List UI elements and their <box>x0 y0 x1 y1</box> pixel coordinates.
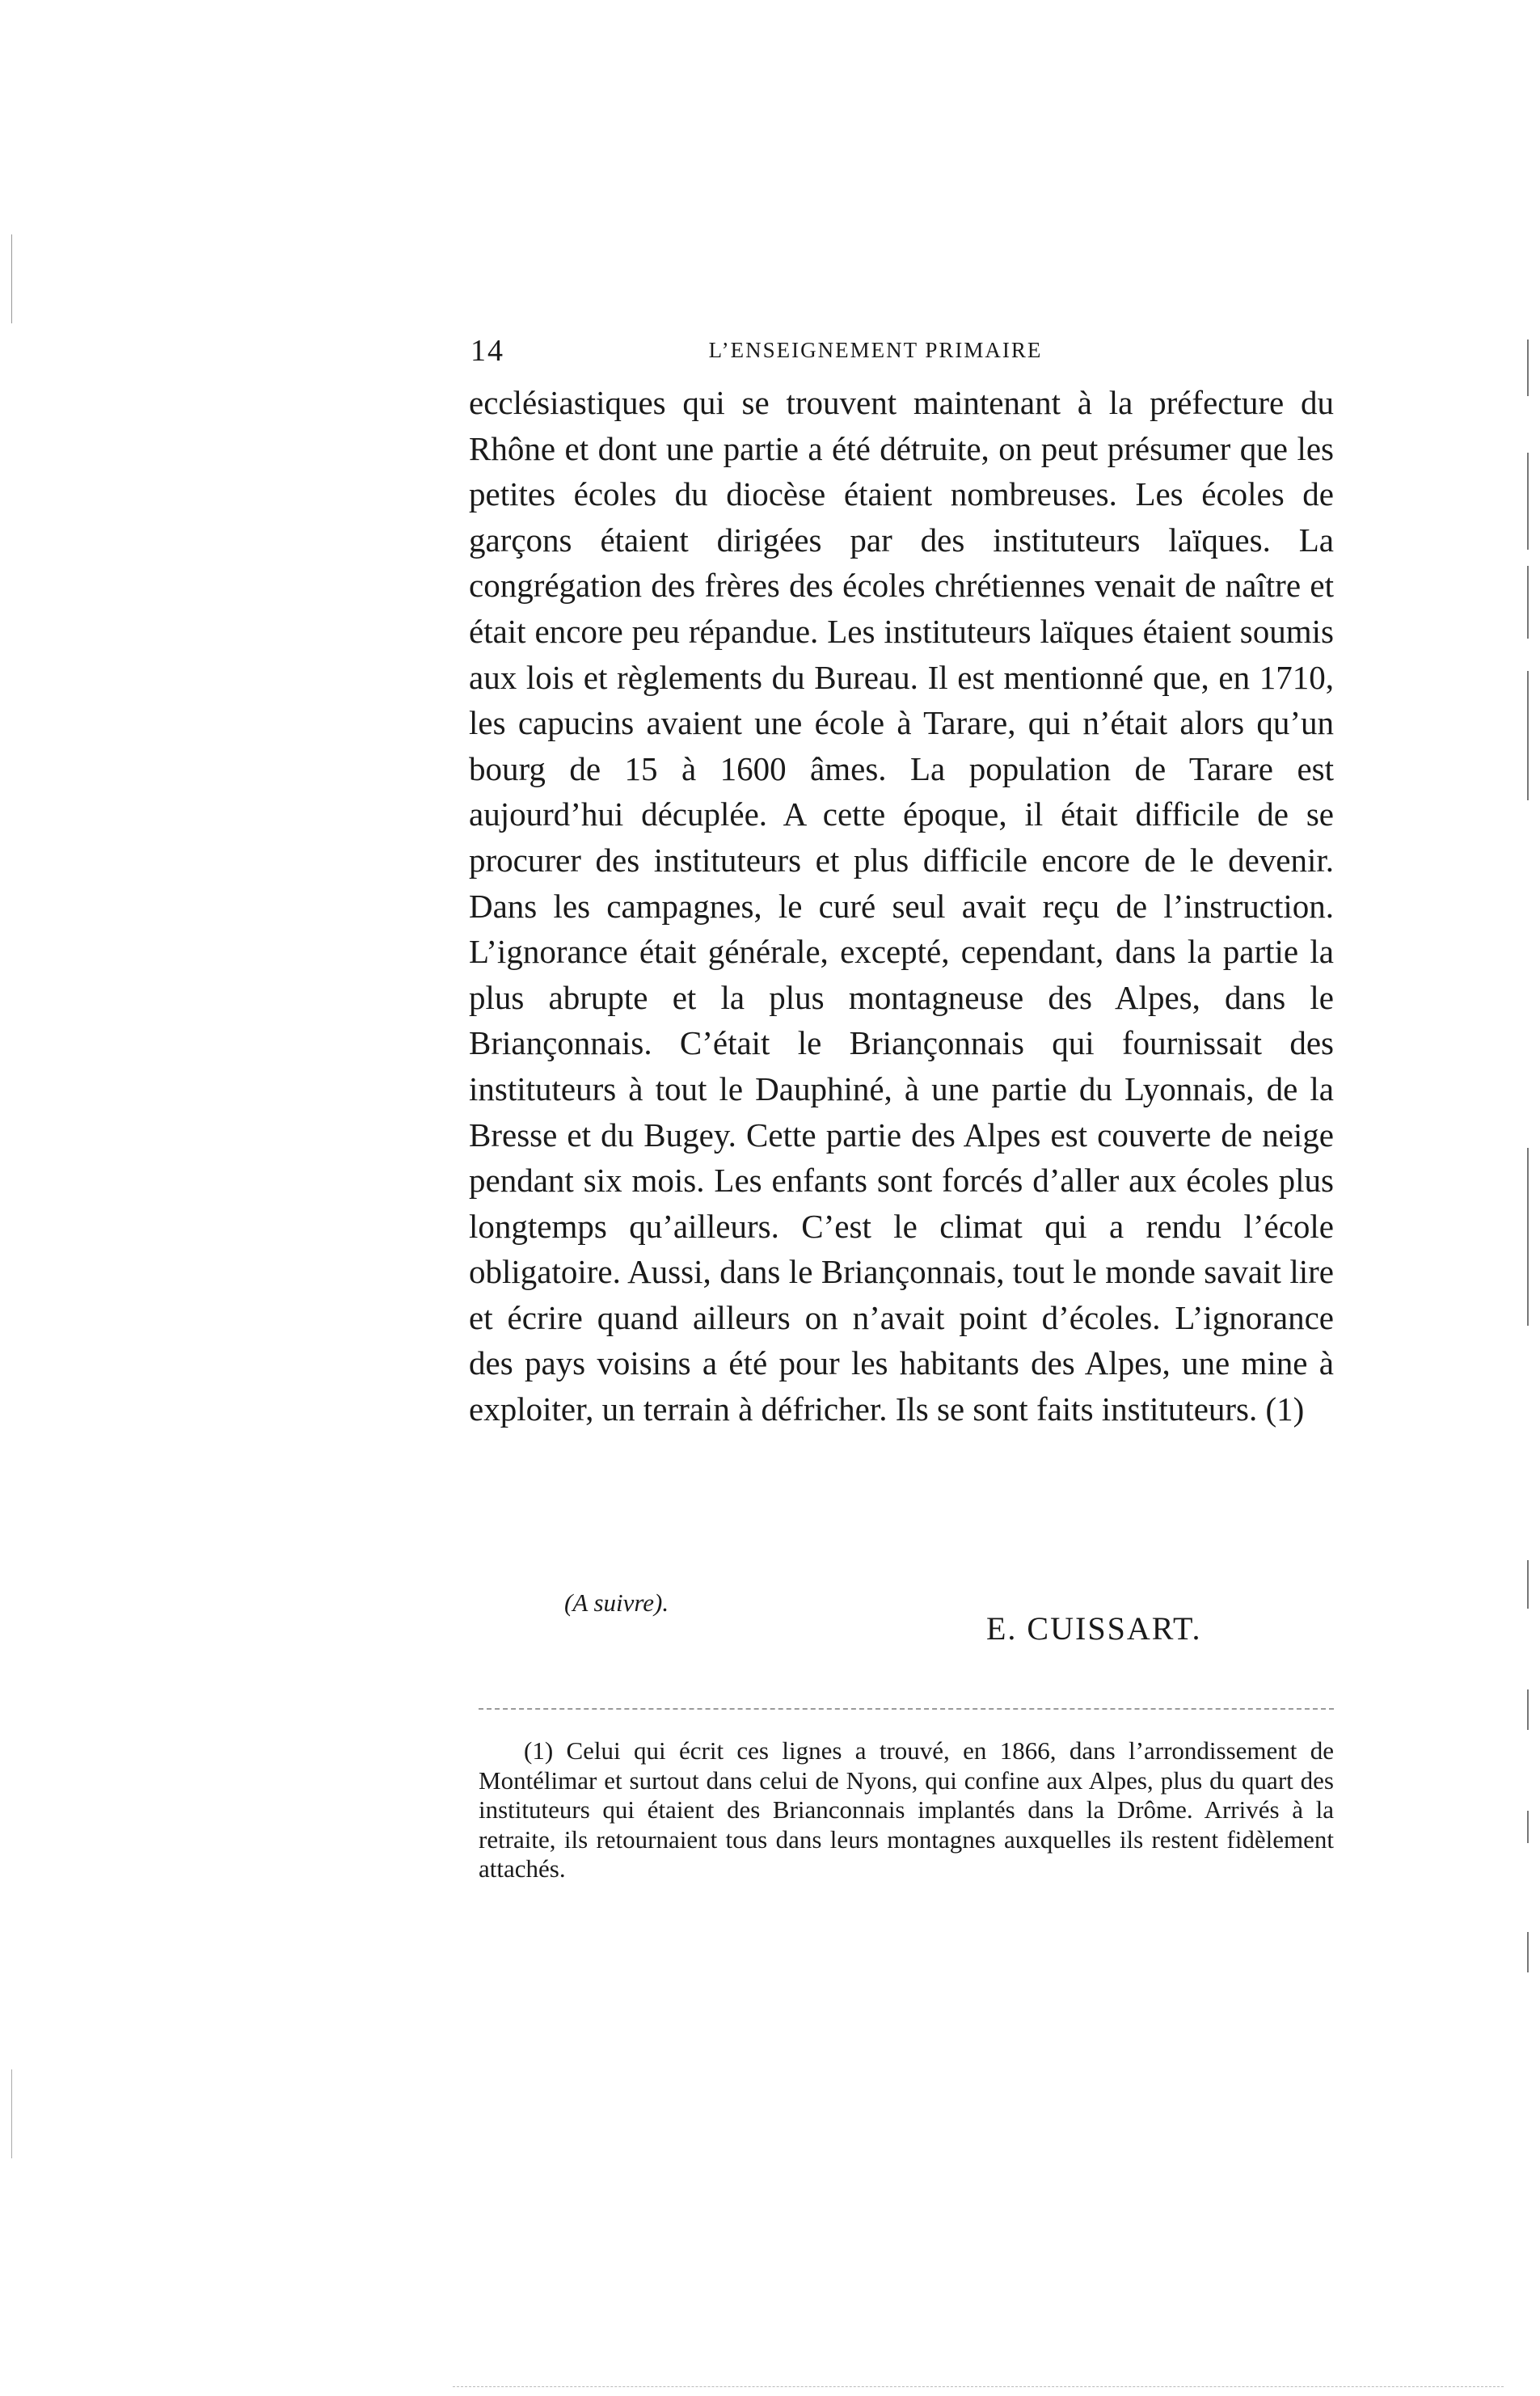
scan-edge-mark <box>1527 1560 1529 1609</box>
scan-edge-mark <box>1527 566 1529 639</box>
footnote-text: (1) Celui qui écrit ces lignes a trouvé, en 1866, dans l’arrondissement de Montélimar et surtout dans celui de Nyons, qui confine aux Alpes, plus du quart des instituteurs qui étaient des Brianconnais implantés dans la Drôme. Arrivés à la retraite, ils retournaient tous dans leurs montagnes auxquelles ils restent fidèlement attachés. <box>479 1736 1334 1883</box>
scan-edge-mark <box>1527 671 1529 800</box>
scan-edge-mark <box>11 234 12 323</box>
scan-edge-mark <box>1527 340 1529 396</box>
body-paragraph: ecclésiastiques qui se trouvent maintenant à la préfecture du Rhône et dont une partie a été détruite, on peut présumer que les petites écoles du diocèse étaient nombreuses. Les écoles de garçons étaient dirigées par des instituteurs laïques. La congrégation des frères des écoles chrétiennes venait de naître et était encore peu répandue. Les instituteurs laïques étaient soumis aux lois et règlements du Bureau. Il est mentionné que, en 1710, les capucins avaient une école à Tarare, qui n’était alors qu’un bourg de 15 à 1600 âmes. La population de Tarare est aujourd’hui décuplée. A cette époque, il était difficile de se procurer des instituteurs et plus difficile encore de le devenir. Dans les campagnes, le curé seul avait reçu de l’instruction. L’ignorance était générale, excepté, cependant, dans la partie la plus abrupte et la plus montagneuse des Alpes, dans le Briançonnais. C’était le Briançonnais qui fournissait des instituteurs à tout le Dauphiné, à une partie du Lyonnais, de la Bresse et du Bugey. Cette partie des Alpes est couverte de neige pendant six mois. Les enfants sont forcés d’aller aux écoles plus longtemps qu’ailleurs. C’est le climat qui a rendu l’école obligatoire. Aussi, dans le Briançonnais, tout le monde savait lire et écrire quand ailleurs on n’avait point d’écoles. L’ignorance des pays voisins a été pour les habitants des Alpes, une mine à exploiter, un terrain à défricher. Ils se sont faits instituteurs. (1) <box>469 384 1334 1428</box>
page-number: 14 <box>470 334 504 368</box>
author-signature: E. CUISSART. <box>986 1610 1202 1647</box>
article-signoff <box>469 1580 1334 1645</box>
scan-edge-mark <box>1527 1148 1529 1326</box>
footnote-divider <box>479 1708 1334 1710</box>
footnote <box>479 1736 1334 1884</box>
scan-edge-mark <box>1527 1689 1529 1730</box>
scan-edge-mark <box>1527 1811 1529 1843</box>
scan-edge-mark <box>1527 453 1529 550</box>
scan-edge-mark <box>11 2069 12 2158</box>
continued-note: (A suivre). <box>564 1588 669 1617</box>
body-text <box>469 380 1334 1432</box>
running-head: L’ENSEIGNEMENT PRIMAIRE <box>708 338 1043 362</box>
scan-edge-mark <box>1527 1932 1529 1972</box>
scan-bottom-edge <box>453 2386 1504 2387</box>
page-header <box>467 328 1284 377</box>
